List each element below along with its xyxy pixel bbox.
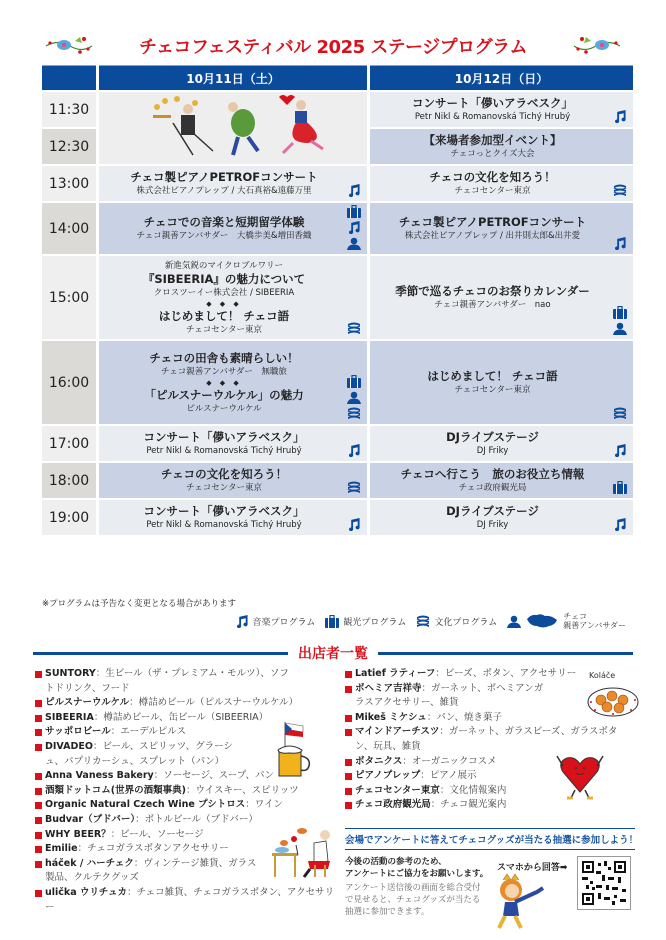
time-slot: 13:00	[42, 164, 96, 201]
program-cell-day1-1400	[99, 201, 367, 254]
vendor-item: 酒類ドットコム(世界の酒類事典)：ウイスキー、スピリッツ	[35, 784, 331, 799]
music-icon	[613, 237, 627, 250]
program-performer: Petr Nikl & Romanovská Tichý Hrubý	[146, 446, 302, 456]
program-subtitle: 新進気鋭のマイクロブルワリー	[164, 260, 284, 271]
schedule-note: ※プログラムは予告なく変更となる場合があります	[42, 599, 237, 609]
vendor-item: サッポロビール：エーデルピルス	[35, 725, 331, 740]
program-title: チェコ製ピアノPETROFコンサート	[130, 170, 318, 184]
survey-qr-code[interactable]	[577, 856, 631, 910]
program-performer: チェコ親善アンバサダー 大橋歩美&増田香織	[136, 231, 312, 241]
kolace-plate-illustration	[585, 668, 640, 720]
time-slot: 19:00	[42, 498, 96, 535]
vendor-item: Budvar（ブドバー）：ボトルビール（ブドバー）	[35, 813, 331, 828]
vendor-item: マインドアーチスツ：ガーネット、ガラスビーズ、ガラスボタン、玩具、雑貨	[345, 725, 625, 754]
program-performer: チェコセンター東京	[454, 186, 531, 196]
time-slot: 16:00	[42, 339, 96, 424]
program-performer: チェコセンター東京	[186, 324, 262, 335]
time-slot: 11:30	[42, 90, 96, 127]
program-title: コンサート「儚いアラベスク」	[412, 96, 573, 110]
dancers-beer-illustration	[133, 93, 333, 163]
program-title: コンサート「儚いアラベスク」	[143, 430, 305, 444]
day2-header: 10月12日（日）	[370, 65, 633, 90]
vendor-item: háček / ハーチェク：ヴィンテージ雑貨、ガラス製品、クルテクグッズ	[35, 857, 257, 886]
time-slot: 17:00	[42, 424, 96, 461]
program-performer: チェコ親善アンバサダー nao	[434, 300, 551, 310]
folk-ornament-icon	[44, 35, 94, 57]
program-cell-day2-1230	[370, 127, 633, 164]
program-cell-day1-1300	[99, 164, 367, 201]
vendor-item: Anna Vaness Bakery：ソーセージ、スープ、パン	[35, 769, 331, 784]
program-title: 「ピルスナーウルケル」の魅力	[144, 387, 304, 402]
program-performer: Petr Nikl & Romanovská Tichý Hrubý	[414, 112, 571, 122]
separator: ◆ ◆ ◆	[206, 378, 242, 387]
time-slot: 15:00	[42, 254, 96, 339]
program-cell-day1-1900	[99, 498, 367, 535]
program-title: 『SIBEERIA』の魅力について	[142, 271, 306, 286]
ambassador-icon	[347, 237, 361, 250]
time-slot: 12:30	[42, 127, 96, 164]
tourism-icon	[613, 481, 627, 494]
program-cell-day2-1300	[370, 164, 633, 201]
program-title: チェコの文化を知ろう！	[429, 170, 556, 184]
program-performer: DJ Friky	[476, 520, 509, 530]
program-performer: ピルスナーウルケル	[186, 403, 262, 414]
culture-icon	[347, 481, 361, 494]
music-icon	[347, 184, 361, 197]
program-performer: チェコセンター東京	[454, 385, 531, 395]
ambassador-icon	[613, 322, 627, 335]
vendors-title: 出店者一覧	[298, 646, 368, 662]
program-title: はじめまして！ チェコ語	[427, 369, 558, 383]
program-cell-day1-1800	[99, 461, 367, 498]
vendor-item: ボタニクス：オーガニックコスメ	[345, 755, 637, 770]
culture-icon	[613, 407, 627, 420]
vendor-item: ボヘミア吉祥寺：ガーネット、ボヘミアンガラスアクセサリー、雑貨	[345, 682, 545, 711]
vendor-item: チェコ政府観光局：チェコ観光案内	[345, 798, 637, 813]
stage-schedule-table	[42, 65, 627, 535]
vendor-item: ピルスナーウルケル：樽詰めビール（ピルスナーウルケル）	[35, 696, 331, 711]
vendor-item: ulička ウリチュカ：チェコ雑貨、チェコガラスボタン、アクセサリー	[35, 886, 335, 915]
legend-tourism: 観光プログラム	[343, 617, 407, 628]
beer-mug-flag-illustration	[275, 720, 315, 780]
vendor-item: Emilie：チェコガラスボタンアクセサリー	[35, 842, 331, 857]
tourism-icon	[325, 615, 339, 628]
vendor-item: Mikeš ミケシュ：パン、焼き菓子	[345, 711, 637, 726]
culture-icon	[347, 322, 361, 335]
culture-icon	[347, 407, 361, 420]
program-performer: 株式会社ピアノプレップ / 出井則太郎&出井愛	[404, 231, 581, 241]
page-header	[40, 33, 626, 59]
program-title: はじめまして！ チェコ語	[158, 308, 290, 323]
music-icon	[613, 518, 627, 531]
tourism-icon	[613, 306, 627, 319]
vendor-item: DIVADEO：ビール、スピリッツ、グラーシュ、パプリカーシュ、スプレット（パン）	[35, 740, 250, 769]
tourism-icon	[347, 205, 361, 218]
svg-text:Koláče: Koláče	[589, 671, 616, 680]
program-cell-day2-1800	[370, 461, 633, 498]
program-title: コンサート「儚いアラベスク」	[143, 504, 305, 518]
vendor-item: チェコセンター東京：文化情報案内	[345, 784, 637, 799]
vendor-item: WHY BEER？：ビール、ソーセージ	[35, 828, 331, 843]
program-cell-day2-1900	[370, 498, 633, 535]
program-cell-day2-1130	[370, 90, 633, 127]
culture-icon	[416, 615, 430, 628]
program-title: チェコの田舎も素晴らしい！	[149, 350, 299, 365]
survey-request-line1: 今後の活動の参考のため、	[345, 857, 447, 867]
folk-ornament-icon	[572, 35, 622, 57]
legend-ambassador-line1: チェコ	[563, 612, 588, 621]
program-cell-day2-1500	[370, 254, 633, 339]
program-cell-day1-1700	[99, 424, 367, 461]
vendor-item: Organic Natural Czech Wine プシトロス：ワイン	[35, 798, 331, 813]
music-icon	[347, 221, 361, 234]
vendor-item: SIBEERIA：樽詰めビール、缶ビール（SIBEERIA）	[35, 711, 331, 726]
program-title: チェコの文化を知ろう！	[160, 467, 288, 481]
program-title: DJライブステージ	[446, 504, 539, 518]
music-icon	[613, 110, 627, 123]
vendor-item: SUNTORY：生ビール（ザ・プレミアム・モルツ）、ソフトドリンク、フード	[35, 667, 297, 696]
culture-icon	[613, 184, 627, 197]
czech-map-icon	[525, 612, 559, 630]
legend-music: 音楽プログラム	[252, 617, 316, 628]
program-performer: チェコセンター東京	[186, 483, 262, 493]
program-title: 季節で巡るチェコのお祭りカレンダー	[395, 284, 590, 298]
legend-culture: 文化プログラム	[434, 617, 498, 628]
program-performer: チェコっとクイズ大会	[450, 149, 535, 159]
vendor-item: ピアノプレップ：ピアノ展示	[345, 769, 637, 784]
program-cell-day1-1600	[99, 339, 367, 424]
music-icon	[347, 444, 361, 457]
time-slot: 14:00	[42, 201, 96, 254]
program-performer: Petr Nikl & Romanovská Tichý Hrubý	[146, 520, 302, 530]
program-performer: 株式会社ピアノプレップ / 大石真裕&遠藤万里	[136, 186, 312, 196]
vendor-item: Latief ラティーフ：ビーズ、ボタン、アクセサリー	[345, 667, 637, 682]
ambassador-icon	[507, 615, 521, 628]
separator: ◆ ◆ ◆	[206, 299, 242, 308]
program-title: チェコ製ピアノPETROFコンサート	[398, 215, 587, 229]
diner-character-illustration	[270, 825, 340, 880]
music-icon	[347, 518, 361, 531]
program-cell-day2-1700	[370, 424, 633, 461]
smartphone-cta: スマホから回答➡	[497, 863, 568, 873]
survey-description: アンケート送信後の画面を総合受付で見せると、チェコグッズが当たる抽選に参加できます。	[345, 883, 481, 917]
vendors-section-header	[33, 643, 633, 663]
survey-banner: 会場でアンケートに答えてチェコグッズが当たる抽選に参加しよう！	[345, 828, 635, 850]
program-title: チェコでの音楽と短期留学体験	[143, 215, 305, 229]
time-column-header	[42, 65, 96, 90]
program-performer: チェコ親善アンバサダー 無職旅	[161, 366, 287, 377]
program-performer: チェコ政府観光局	[458, 483, 527, 493]
program-performer: DJ Friky	[476, 446, 509, 456]
program-performer: クロスツーイー株式会社 / SIBEERIA	[153, 287, 295, 298]
heart-character-illustration	[555, 752, 605, 800]
legend-ambassador-line2: 親善アンバサダー	[563, 621, 626, 630]
dancing-figures-illustration	[99, 90, 367, 164]
program-title: DJライブステージ	[446, 430, 539, 444]
music-icon	[613, 444, 627, 457]
program-title: チェコへ行こう 旅のお役立ち情報	[400, 467, 585, 481]
time-slot: 18:00	[42, 461, 96, 498]
lion-mascot-illustration	[493, 872, 553, 932]
program-cell-day2-1400	[370, 201, 633, 254]
tourism-icon	[347, 375, 361, 388]
program-cell-day1-1500	[99, 254, 367, 339]
qr-code-icon	[582, 861, 626, 905]
program-title: 【来場者参加型イベント】	[423, 133, 562, 147]
ambassador-icon	[347, 391, 361, 404]
day1-header: 10月11日（土）	[99, 65, 367, 90]
program-cell-day2-1600	[370, 339, 633, 424]
program-legend	[235, 612, 627, 630]
survey-request-line2: アンケートにご協力をお願いします。	[345, 869, 489, 879]
page-title: チェコフェスティバル 2025 ステージプログラム	[139, 37, 527, 58]
music-icon	[235, 615, 249, 628]
